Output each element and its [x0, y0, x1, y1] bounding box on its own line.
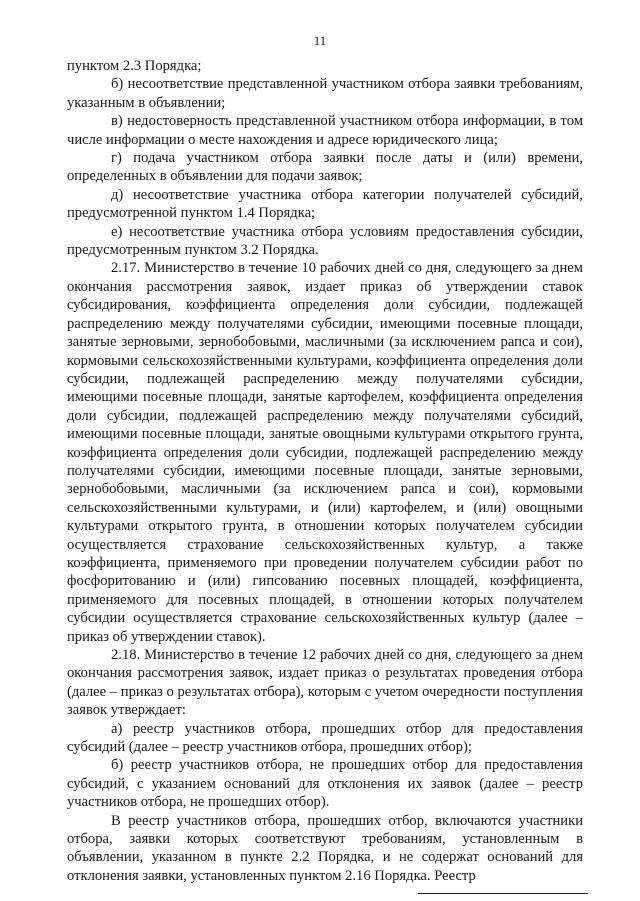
paragraph-item-b: б) несоответствие представленной участником отбора заявки требованиям, указанным в объявлении; — [67, 76, 583, 111]
paragraph-continuation: пунктом 2.3 Порядка; — [67, 58, 202, 74]
paragraph-item-e: е) несоответствие участника отбора условиям предоставления субсидии, предусмотренным пунктом 3.2 Порядка. — [67, 223, 583, 259]
paragraph-item-a: а) реестр участников отбора, прошедших отбор для предоставления субсидий (далее – реестр участников отбора, прошедших отбор); — [67, 720, 583, 756]
paragraph-registry-inclusion: В реестр участников отбора, прошедших отбор, включаются участники отбора, заявки которых соответствуют требованиям, установленным в объявлении, указанном в пункте 2.2 Порядка, и не содержат оснований для отклонения заявки, установленных пунктом 2.16 Порядка. Реестр — [67, 812, 583, 884]
paragraph-item-v: в) недостоверность представленной участником отбора информации, в том числе информации о месте нахождения и адресе юридического лица; — [67, 113, 583, 148]
paragraph-item-d: д) несоответствие участника отбора категории получателей субсидий, предусмотренной пунктом 1.4 Порядка; — [67, 186, 583, 222]
paragraph-item-b-registry: б) реестр участников отбора, не прошедших отбор для предоставления субсидий, с указанием оснований для отклонения их заявок (далее – реестр участников отбора, не прошедших отбор). — [67, 757, 583, 811]
document-body — [67, 57, 583, 885]
page-number: 11 — [313, 33, 327, 48]
paragraph-2-18: 2.18. Министерство в течение 12 рабочих дней со дня, следующего за днем окончания рассмотрения заявок, издает приказ о результатах проведения отбора (далее – приказ о результатах отбора), которым с учетом очередности поступления заявок утверждает: — [67, 647, 583, 719]
bottom-divider-line — [418, 893, 588, 894]
paragraph-item-g: г) подача участником отбора заявки после даты и (или) времени, определенных в объявлении для подачи заявок; — [67, 150, 583, 185]
paragraph-2-17: 2.17. Министерство в течение 10 рабочих дней со дня, следующего за днем окончания рассмотрения заявок, издает приказ об утверждении ставок субсидирования, коэффициента определения доли субсидии, подлежащей распределению между получателями субсидии, имеющими посевные площади, занятые зерновыми, зернобобовыми, масличными (за исключением рапса и сои), кормовыми сельскохозяйственными культурами, коэффициента определения доли субсидии, подлежащей распределению между получателями субсидии, имеющими посевные площади, занятые картофелем, коэффициента определения доли субсидии, подлежащей распределению между получателями субсидий, имеющими посевные площади, занятые овощными культурами открытого грунта, коэффициента определения доли субсидии, подлежащей распределению между получателями субсидии, имеющими посевные площади, занятые зерновыми, зернобобовыми, масличными (за исключением рапса и сои), кормовыми сельскохозяйственными культурами, и (или) картофелем, и (или) овощными культурами открытого грунта, в отношении которых получателем субсидии осуществляется страхование сельскохозяйственных культур, а также коэффициента, применяемого при проведении получателем субсидии работ по фосфоритованию и (или) гипсованию посевных площадей, коэффициента, применяемого для посевных площадей, в отношении которых получателем субсидии осуществляется страхование сельскохозяйственных культур (далее – приказ об утверждении ставок). — [67, 260, 583, 645]
